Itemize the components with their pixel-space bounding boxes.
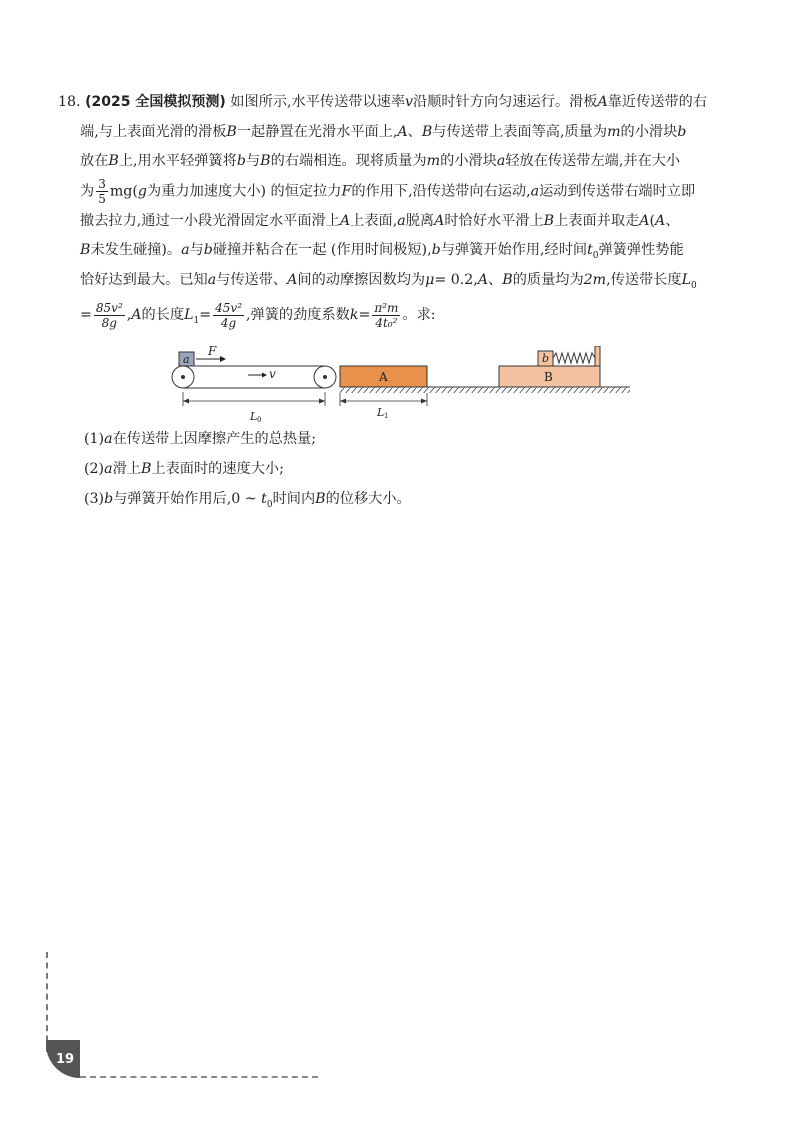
problem-line-7: 恰好达到最大。已知a与传送带、A间的动摩擦因数均为μ= 0.2,A、B的质量均为2m,传送带长度$L_0$: [80, 271, 697, 291]
force-label: F: [208, 346, 217, 358]
plank-b-wall: [595, 346, 600, 366]
problem-source: (2025 全国模拟预测): [85, 94, 226, 110]
problem-line-5: 撤去拉力,通过一小段光滑固定水平面滑上A上表面,a脱离A时恰好水平滑上B上表面并取走A(A、: [80, 212, 680, 229]
problem-line-6: B未发生碰撞)。a与b碰撞并粘合在一起 (作用时间极短),b与弹簧开始作用,经时间$t_0$弹簧弹性势能: [80, 242, 684, 261]
len-L0-label: L: [250, 410, 258, 423]
conveyor-figure: [170, 346, 650, 426]
footer-dashed-vertical: [46, 952, 48, 1052]
page-number: 19: [46, 1040, 80, 1078]
len-L0-sub: 0: [257, 416, 262, 424]
problem-line-3: 放在B上,用水平轻弹簧将b与B的右端相连。现将质量为m的小滑块a轻放在传送带左端,并在大小: [80, 153, 681, 169]
problem-number: 18.: [58, 94, 81, 110]
plank-a-label: A: [379, 370, 388, 384]
fraction-3-5: $\frac{3}{5}$: [98, 176, 106, 206]
ground-a: [340, 387, 427, 393]
fraction-k: $\frac{\text{π²m}}{\text{4t₀²}}$: [374, 300, 399, 330]
question-2: (2)a滑上B上表面时的速度大小;: [84, 461, 284, 477]
ground-hatch: [427, 387, 630, 393]
problem-line-4: 为 $\frac{3}{5}$ mg(g为重力加速度大小) 的恒定拉力F的作用下,沿传送带向右运动,a运动到传送带右端时立即: [80, 176, 696, 206]
fraction-L1: $\frac{\text{45v²}}{4g}$: [215, 300, 242, 330]
block-b-label: b: [542, 352, 550, 365]
footer-dashed-horizontal: [80, 1076, 318, 1078]
problem-line-2: 端,与上表面光滑的滑板B一起静置在光滑水平面上,A、B与传送带上表面等高,质量为m的小滑块b: [80, 123, 687, 140]
problem-line-8: = $\frac{\text{85v²}}{8g}$ ,A的长度$L_1=$ $\frac{\text{45v²}}{4g}$ ,弹簧的劲度系数k= $\frac{\text{π²m}}{\text{4t₀²}}$ 。求:: [80, 300, 436, 330]
fraction-L0: $\frac{\text{85v²}}{8g}$: [95, 300, 123, 330]
dimension-L0: [183, 392, 325, 406]
question-3: (3)b与弹簧开始作用后,0 ~ $t_0$时间内B的位移大小。: [84, 491, 411, 510]
len-L1-sub: 1: [384, 412, 389, 420]
plank-b-label: B: [544, 370, 553, 384]
velocity-label: v: [269, 367, 276, 381]
block-a-label: a: [183, 353, 190, 366]
question-1: (1)a在传送带上因摩擦产生的总热量;: [84, 431, 316, 447]
spring: [553, 353, 595, 363]
len-L1-label: L: [377, 406, 385, 419]
conveyor-belt: [172, 366, 336, 388]
problem-18: [58, 88, 748, 335]
dimension-L1: [340, 393, 427, 406]
problem-line-1: 18. (2025 全国模拟预测) 如图所示,水平传送带以速率v沿顺时针方向匀速运行。滑板A靠近传送带的右: [58, 94, 708, 110]
